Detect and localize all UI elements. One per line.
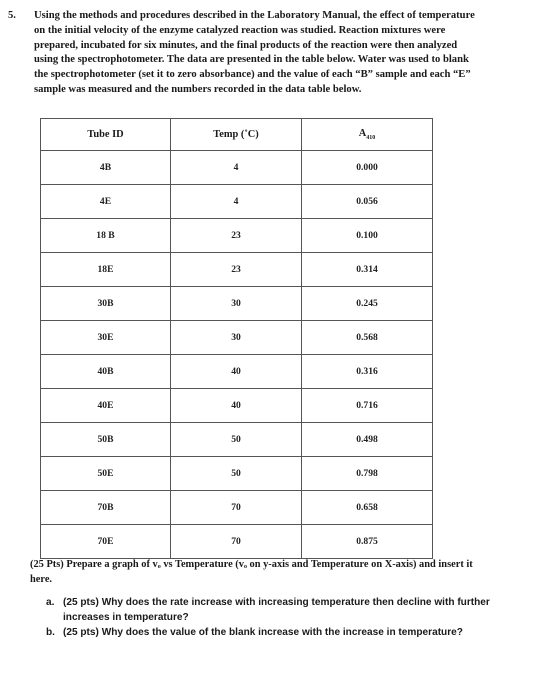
table-row xyxy=(41,185,433,219)
cell-absorbance: 0.658 xyxy=(302,491,433,525)
question-line: on the initial velocity of the enzyme catalyzed reaction was studied. Reaction mixtures were xyxy=(34,24,446,36)
table-row xyxy=(41,525,433,559)
cell-tube-id: 50E xyxy=(41,457,171,491)
cell-absorbance: 0.000 xyxy=(302,151,433,185)
sub-question-line: (25 pts) Why does the value of the blank increase with the increase in temperature? xyxy=(63,627,463,638)
question-line: Using the methods and procedures described in the Laboratory Manual, the effect of temperature xyxy=(34,10,475,21)
data-table xyxy=(40,118,433,559)
question-line: the spectrophotometer (set it to zero absorbance) and the value of each “B” sample and each “E” xyxy=(34,69,471,81)
cell-temp: 30 xyxy=(171,321,302,355)
cell-absorbance: 0.100 xyxy=(302,219,433,253)
cell-tube-id: 50B xyxy=(41,423,171,457)
cell-temp: 70 xyxy=(171,525,302,559)
graph-prompt xyxy=(30,558,545,587)
header-tube-id: Tube ID xyxy=(41,119,171,151)
question-number: 5. xyxy=(8,10,16,21)
question-line: prepared, incubated for six minutes, and the final products of the reaction were then analyzed xyxy=(34,39,458,51)
cell-tube-id: 70E xyxy=(41,525,171,559)
sub-question-line: (25 pts) Why does the rate increase with increasing temperature then decline with further xyxy=(63,597,490,608)
sub-question-line: increases in temperature? xyxy=(63,611,189,623)
cell-tube-id: 18 B xyxy=(41,219,171,253)
cell-tube-id: 4B xyxy=(41,151,171,185)
graph-prompt-line: (25 Pts) Prepare a graph of vₒ vs Temperature (vₒ on y-axis and Temperature on X-axis) and insert it xyxy=(30,559,473,570)
cell-absorbance: 0.875 xyxy=(302,525,433,559)
question-line: sample was measured and the numbers recorded in the data table below. xyxy=(34,83,362,95)
cell-tube-id: 70B xyxy=(41,491,171,525)
table-row xyxy=(41,423,433,457)
cell-tube-id: 40B xyxy=(41,355,171,389)
table-row xyxy=(41,219,433,253)
question-5 xyxy=(8,9,548,98)
sub-question-letter: a. xyxy=(46,597,55,608)
cell-tube-id: 30B xyxy=(41,287,171,321)
cell-tube-id: 40E xyxy=(41,389,171,423)
table-row xyxy=(41,253,433,287)
cell-temp: 40 xyxy=(171,389,302,423)
cell-tube-id: 4E xyxy=(41,185,171,219)
cell-absorbance: 0.568 xyxy=(302,321,433,355)
cell-temp: 4 xyxy=(171,151,302,185)
sub-question-letter: b. xyxy=(46,627,55,638)
cell-temp: 4 xyxy=(171,185,302,219)
question-text xyxy=(34,9,548,98)
cell-absorbance: 0.245 xyxy=(302,287,433,321)
cell-temp: 50 xyxy=(171,423,302,457)
sub-question-b xyxy=(46,626,546,641)
cell-temp: 23 xyxy=(171,253,302,287)
header-absorbance-label: A xyxy=(358,127,367,139)
header-absorbance-subscript: 410 xyxy=(366,135,376,142)
cell-temp: 70 xyxy=(171,491,302,525)
table-row xyxy=(41,457,433,491)
header-absorbance xyxy=(302,119,433,151)
cell-temp: 40 xyxy=(171,355,302,389)
table-row xyxy=(41,151,433,185)
cell-absorbance: 0.498 xyxy=(302,423,433,457)
sub-question-text xyxy=(63,626,546,641)
table-header-row xyxy=(41,119,433,151)
table-row xyxy=(41,321,433,355)
cell-temp: 50 xyxy=(171,457,302,491)
table-row xyxy=(41,287,433,321)
table-row xyxy=(41,389,433,423)
cell-temp: 30 xyxy=(171,287,302,321)
cell-tube-id: 30E xyxy=(41,321,171,355)
sub-question-text xyxy=(63,596,546,625)
graph-prompt-line: here. xyxy=(30,573,53,585)
cell-absorbance: 0.314 xyxy=(302,253,433,287)
table-row xyxy=(41,355,433,389)
cell-absorbance: 0.056 xyxy=(302,185,433,219)
question-line: using the spectrophotometer. The data are presented in the table below. Water was used to blank xyxy=(34,54,469,66)
cell-absorbance: 0.316 xyxy=(302,355,433,389)
cell-tube-id: 18E xyxy=(41,253,171,287)
header-temp: Temp (˚C) xyxy=(171,119,302,151)
table-row xyxy=(41,491,433,525)
cell-temp: 23 xyxy=(171,219,302,253)
cell-absorbance: 0.798 xyxy=(302,457,433,491)
cell-absorbance: 0.716 xyxy=(302,389,433,423)
sub-question-a xyxy=(46,596,546,625)
